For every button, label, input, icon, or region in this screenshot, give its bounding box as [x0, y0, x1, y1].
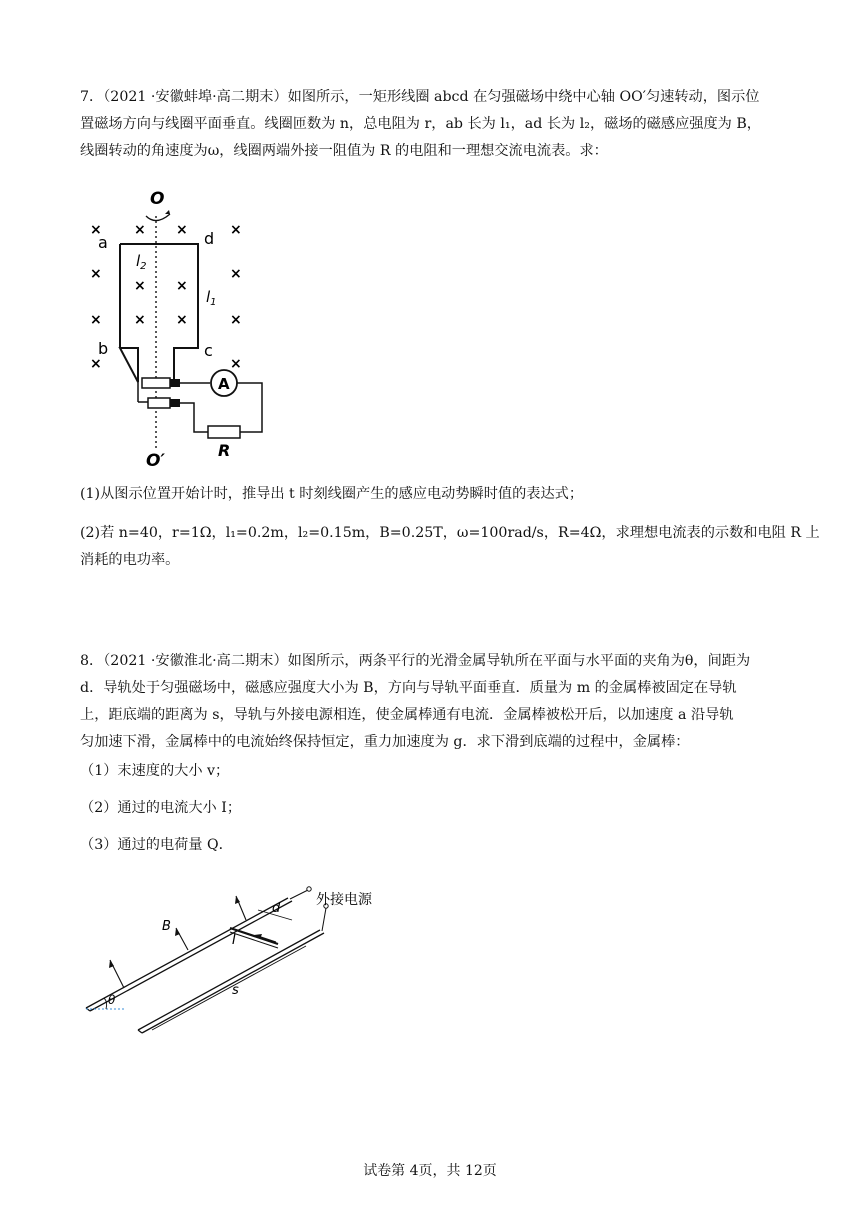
- resistor-label: R: [218, 441, 231, 460]
- svg-text:×: ×: [230, 266, 242, 282]
- spacing-label: d: [272, 901, 281, 916]
- field-label: B: [162, 919, 171, 934]
- svg-text:×: ×: [134, 278, 146, 294]
- question-8-stem: [80, 648, 780, 756]
- q8-line-1: 8．（2021 ·安徽淮北·高二期末）如图所示，两条平行的光滑金属导轨所在平面与水平面的夹角为θ，间距为: [80, 653, 751, 669]
- q8-sub-2: （2）通过的电流大小 I；: [80, 800, 242, 816]
- q8-line-2: d．导轨处于匀强磁场中，磁感应强度大小为 B，方向与导轨平面垂直．质量为 m 的金属棒被固定在导轨: [80, 680, 737, 696]
- q7-sub-1: (1)从图示位置开始计时，推导出 t 时刻线圈产生的感应电动势瞬时值的表达式；: [80, 486, 584, 502]
- corner-a: a: [98, 233, 108, 252]
- svg-text:×: ×: [230, 356, 242, 372]
- svg-text:×: ×: [176, 278, 188, 294]
- page-footer: 试卷第 4页，共 12页: [363, 1163, 497, 1179]
- svg-text:×: ×: [176, 312, 188, 328]
- q7-line-1: 7．（2021 ·安徽蚌埠·高二期末）如图所示，一矩形线圈 abcd 在匀强磁场中绕中心轴 OO′匀速转动，图示位: [80, 89, 760, 105]
- q8-sub-3: （3）通过的电荷量 Q．: [80, 837, 233, 853]
- q8-sub-1: （1）末速度的大小 v；: [80, 763, 230, 779]
- svg-text:×: ×: [230, 222, 242, 238]
- q8-rail-figure: [80, 880, 380, 1040]
- q8-line-3: 上，距底端的距离为 s，导轨与外接电源相连，使金属棒通有电流．金属棒被松开后，以加速度 a 沿导轨: [80, 707, 734, 723]
- q7-coil-figure: [80, 186, 270, 470]
- corner-c: c: [204, 341, 213, 360]
- svg-text:×: ×: [90, 312, 102, 328]
- svg-text:×: ×: [90, 356, 102, 372]
- axis-top-label: O: [150, 189, 165, 209]
- corner-b: b: [98, 339, 109, 358]
- svg-text:×: ×: [134, 312, 146, 328]
- q7-line-2: 置磁场方向与线圈平面垂直。线圈匝数为 n，总电阻为 r，ab 长为 l₁，ad 长为 l₂，磁场的磁感应强度为 B，: [80, 116, 761, 132]
- ammeter-label: A: [218, 375, 230, 393]
- q8-subquestions: [80, 758, 780, 859]
- q7-sub-2: (2)若 n=40，r=1Ω，l₁=0.2m，l₂=0.15m，B=0.25T，ω=100rad/s，R=4Ω，求理想电流表的示数和电阻 R 上 消耗的电功率。: [80, 525, 820, 568]
- svg-text:×: ×: [90, 266, 102, 282]
- q7-line-3: 线圈转动的角速度为ω，线圈两端外接一阻值为 R 的电阻和一理想交流电流表。求：: [80, 143, 608, 159]
- q8-line-4: 匀加速下滑，金属棒中的电流始终保持恒定，重力加速度为 g．求下滑到底端的过程中，金属棒：: [80, 734, 690, 750]
- current-label: I: [232, 933, 236, 948]
- corner-d: d: [204, 229, 215, 248]
- external-source-label: 外接电源: [316, 892, 372, 908]
- distance-label: s: [232, 983, 239, 998]
- angle-label: θ: [108, 993, 116, 1007]
- svg-text:×: ×: [176, 222, 188, 238]
- side-l2-label: $l_2$: [136, 252, 147, 272]
- side-l1-label: $l_1$: [206, 288, 217, 308]
- axis-bottom-label: O′: [146, 451, 165, 470]
- svg-text:×: ×: [134, 222, 146, 238]
- svg-text:×: ×: [230, 312, 242, 328]
- question-7-stem: [80, 84, 780, 165]
- svg-text:×: ×: [90, 222, 102, 238]
